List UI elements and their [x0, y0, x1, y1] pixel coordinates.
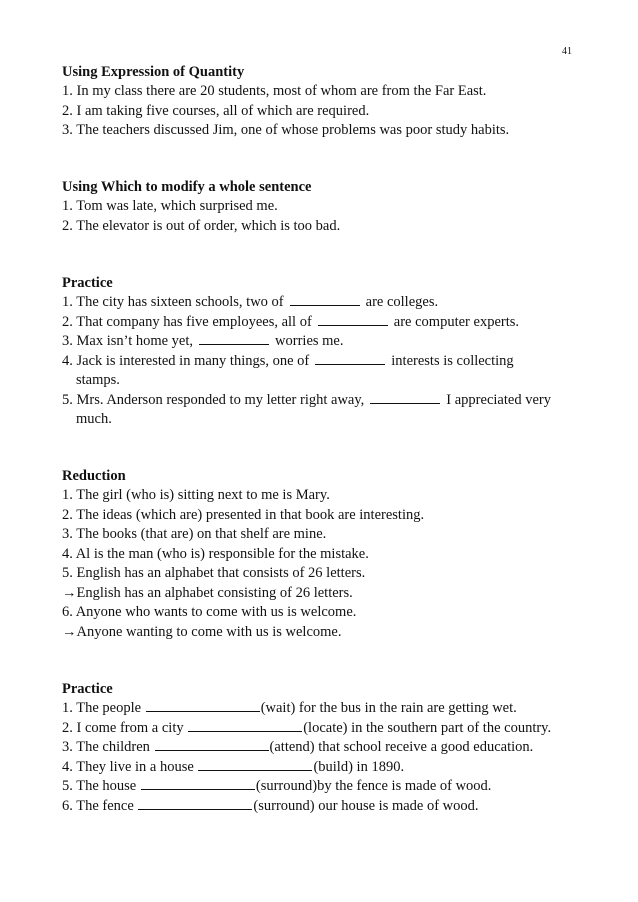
example-line: 2. I am taking five courses, all of which are required. [62, 102, 370, 119]
item-text-after: interests is collecting [391, 352, 514, 369]
item-text-before: 3. Max isn’t home yet, [62, 333, 194, 349]
item-text-before: 1. The people [62, 700, 142, 716]
answer-blank[interactable] [315, 352, 385, 365]
example-line: 3. The books (that are) on that shelf are mine. [62, 526, 327, 542]
section-practice-1 [62, 274, 582, 430]
item-text-after: I appreciated very [446, 391, 551, 408]
practice-item [62, 313, 582, 333]
item-text-after: are computer experts. [393, 313, 520, 330]
example-line: 5. English has an alphabet that consists of 26 letters. [62, 565, 366, 581]
example-line: 6. Anyone who wants to come with us is welcome. [62, 604, 357, 620]
example-line: 1. The girl (who is) sitting next to me is Mary. [62, 487, 330, 503]
item-continuation: stamps. [76, 372, 120, 388]
answer-blank[interactable] [138, 797, 252, 810]
section-practice-2 [62, 680, 582, 816]
answer-blank[interactable] [141, 777, 255, 790]
example-line: 1. Tom was late, which surprised me. [62, 198, 278, 214]
item-text-before: 2. That company has five employees, all of [62, 313, 312, 330]
example-line: 2. The elevator is out of order, which is too bad. [62, 217, 341, 234]
item-text-before: 3. The children [62, 739, 150, 755]
answer-blank[interactable] [290, 293, 360, 306]
answer-blank[interactable] [155, 738, 269, 751]
answer-blank[interactable] [318, 313, 388, 326]
practice-item [62, 391, 582, 411]
example-line: 3. The teachers discussed Jim, one of whose problems was poor study habits. [62, 122, 510, 138]
item-text-after: (locate) in the southern part of the country. [303, 719, 552, 736]
item-text-before: 1. The city has sixteen schools, two of [62, 294, 284, 310]
item-continuation: much. [76, 411, 112, 427]
section-heading: Using Which to modify a whole sentence [62, 179, 312, 195]
practice-item [62, 719, 582, 739]
section-heading: Practice [62, 275, 113, 291]
answer-blank[interactable] [146, 699, 260, 712]
item-text-after: (surround)by the fence is made of wood. [255, 778, 492, 794]
answer-blank[interactable] [188, 719, 302, 732]
practice-item [62, 332, 582, 352]
item-text-before: 5. Mrs. Anderson responded to my letter right away, [62, 391, 365, 408]
section-heading: Reduction [62, 468, 126, 484]
practice-item [62, 352, 582, 372]
section-expression-of-quantity [62, 63, 582, 141]
answer-blank[interactable] [199, 332, 269, 345]
item-text-before: 4. Jack is interested in many things, one of [62, 352, 310, 369]
example-line: 2. The ideas (which are) presented in that book are interesting. [62, 506, 425, 523]
item-text-after: (attend) that school receive a good education. [269, 739, 534, 755]
item-text-before: 2. I come from a city [62, 719, 184, 736]
section-which-whole-sentence [62, 178, 582, 236]
practice-item [62, 797, 582, 817]
practice-item [62, 758, 582, 778]
practice-item [62, 293, 582, 313]
reduced-example-line: →English has an alphabet consisting of 26 letters. [62, 584, 353, 601]
section-reduction [62, 467, 582, 642]
example-line: 4. Al is the man (who is) responsible for the mistake. [62, 545, 369, 562]
reduced-example-line: →Anyone wanting to come with us is welcome. [62, 623, 342, 640]
answer-blank[interactable] [198, 758, 312, 771]
practice-item [62, 699, 582, 719]
item-text-before: 5. The house [62, 778, 137, 794]
item-text-after: (wait) for the bus in the rain are getting wet. [260, 700, 517, 716]
item-text-before: 6. The fence [62, 797, 134, 814]
page-number: 41 [562, 46, 572, 57]
practice-item [62, 738, 582, 758]
practice-item [62, 777, 582, 797]
example-line: 1. In my class there are 20 students, most of whom are from the Far East. [62, 83, 487, 99]
item-text-after: (build) in 1890. [313, 758, 405, 775]
item-text-after: (surround) our house is made of wood. [253, 797, 479, 814]
item-text-after: are colleges. [365, 294, 439, 310]
answer-blank[interactable] [370, 391, 440, 404]
section-heading: Using Expression of Quantity [62, 64, 245, 80]
section-heading: Practice [62, 681, 113, 697]
item-text-after: worries me. [275, 333, 344, 349]
item-text-before: 4. They live in a house [62, 758, 194, 775]
